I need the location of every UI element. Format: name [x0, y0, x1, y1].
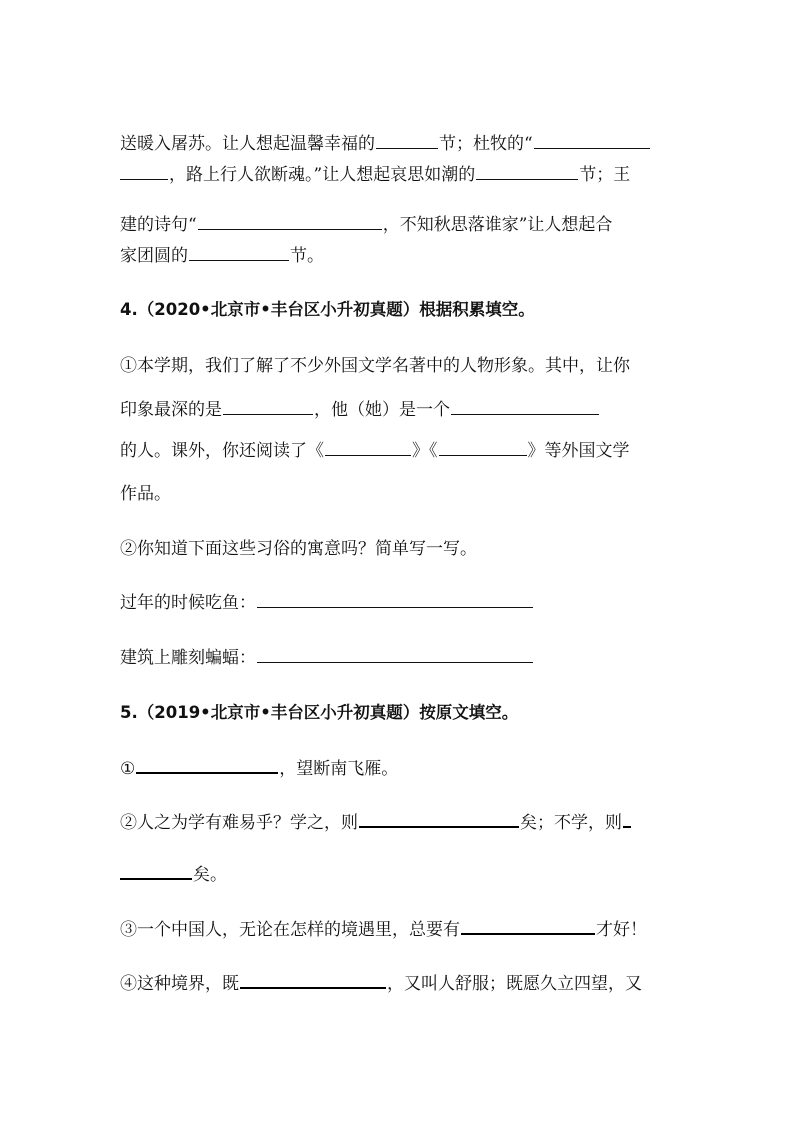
blank-q5-2b-end[interactable] [120, 862, 192, 880]
text: ③一个中国人，无论在怎样的境遇里，总要有 [120, 920, 460, 940]
blank-fish-meaning[interactable] [257, 591, 533, 608]
blank-poem-line-start[interactable] [534, 132, 650, 149]
blank-q5-2b-start[interactable] [623, 810, 631, 828]
text: 才好！ [596, 920, 647, 940]
festival-line-2 [120, 163, 630, 187]
q5-item-1 [120, 756, 398, 781]
text: 家团圆的 [120, 246, 188, 266]
text: ，路上行人欲断魂。”让人想起哀思如潮的 [169, 165, 476, 185]
festival-line-1 [120, 132, 651, 156]
q5-item-4 [120, 971, 642, 996]
text: 建筑上雕刻蝙蝠： [120, 648, 256, 668]
q5-item-2-cont [120, 862, 227, 887]
q4-p2-intro: ②你知道下面这些习俗的寓意吗？简单写一写。 [120, 539, 477, 559]
blank-festival-1[interactable] [376, 132, 438, 149]
text: 》等外国文学 [527, 441, 630, 461]
blank-q5-1[interactable] [136, 756, 278, 774]
text: 印象最深的是 [120, 400, 222, 420]
blank-book-1[interactable] [325, 439, 411, 456]
blank-character-trait[interactable] [451, 398, 599, 415]
q4-p1-line-1: ①本学期，我们了解了不少外国文学名著中的人物形象。其中，让你 [120, 356, 630, 376]
blank-bat-meaning[interactable] [257, 646, 533, 663]
blank-q5-2a[interactable] [359, 810, 519, 828]
q4-p2-item-2 [120, 646, 534, 670]
text: 建的诗句“ [120, 215, 197, 235]
text: ① [120, 759, 136, 779]
festival-line-4 [120, 244, 324, 268]
text: 的人。课外，你还阅读了《 [120, 441, 324, 461]
text: 矣。 [193, 865, 227, 885]
text: 节；王 [579, 165, 631, 185]
text: 》《 [412, 441, 438, 461]
text: ，不知秋思落谁家”让人想起合 [382, 215, 613, 235]
q5-item-2 [120, 810, 632, 835]
blank-festival-3[interactable] [189, 244, 289, 261]
festival-line-3 [120, 213, 612, 237]
q4-p1-line-2 [120, 398, 600, 422]
blank-character-name[interactable] [223, 398, 313, 415]
text: ④这种境界，既 [120, 974, 239, 994]
q4-p1-line-3 [120, 439, 630, 463]
blank-book-2[interactable] [439, 439, 527, 456]
text: ，他（她）是一个 [314, 400, 450, 420]
text: 过年的时候吃鱼： [120, 593, 256, 613]
text: 送暖入屠苏。让人想起温馨幸福的 [120, 134, 375, 154]
blank-q5-4[interactable] [240, 971, 386, 989]
blank-q5-3[interactable] [461, 917, 595, 935]
q4-p2-item-1 [120, 591, 534, 615]
text: ，望断南飞雁。 [279, 759, 399, 779]
blank-poem-wang-jian[interactable] [198, 213, 382, 230]
q4-p1-line-4: 作品。 [120, 484, 171, 504]
blank-poem-line-end[interactable] [120, 163, 168, 180]
q5-item-3 [120, 917, 647, 942]
question-4-title: 4.（2020•北京市•丰台区小升初真题）根据积累填空。 [120, 300, 535, 319]
blank-festival-2[interactable] [476, 163, 578, 180]
text: 节。 [290, 246, 324, 266]
text: ，又叫人舒服；既愿久立四望，又 [387, 974, 642, 994]
text: 矣；不学，则 [520, 813, 622, 833]
question-5-title: 5.（2019•北京市•丰台区小升初真题）按原文填空。 [120, 703, 519, 722]
text: 节；杜牧的“ [439, 134, 533, 154]
text: ②人之为学有难易乎？学之，则 [120, 813, 358, 833]
